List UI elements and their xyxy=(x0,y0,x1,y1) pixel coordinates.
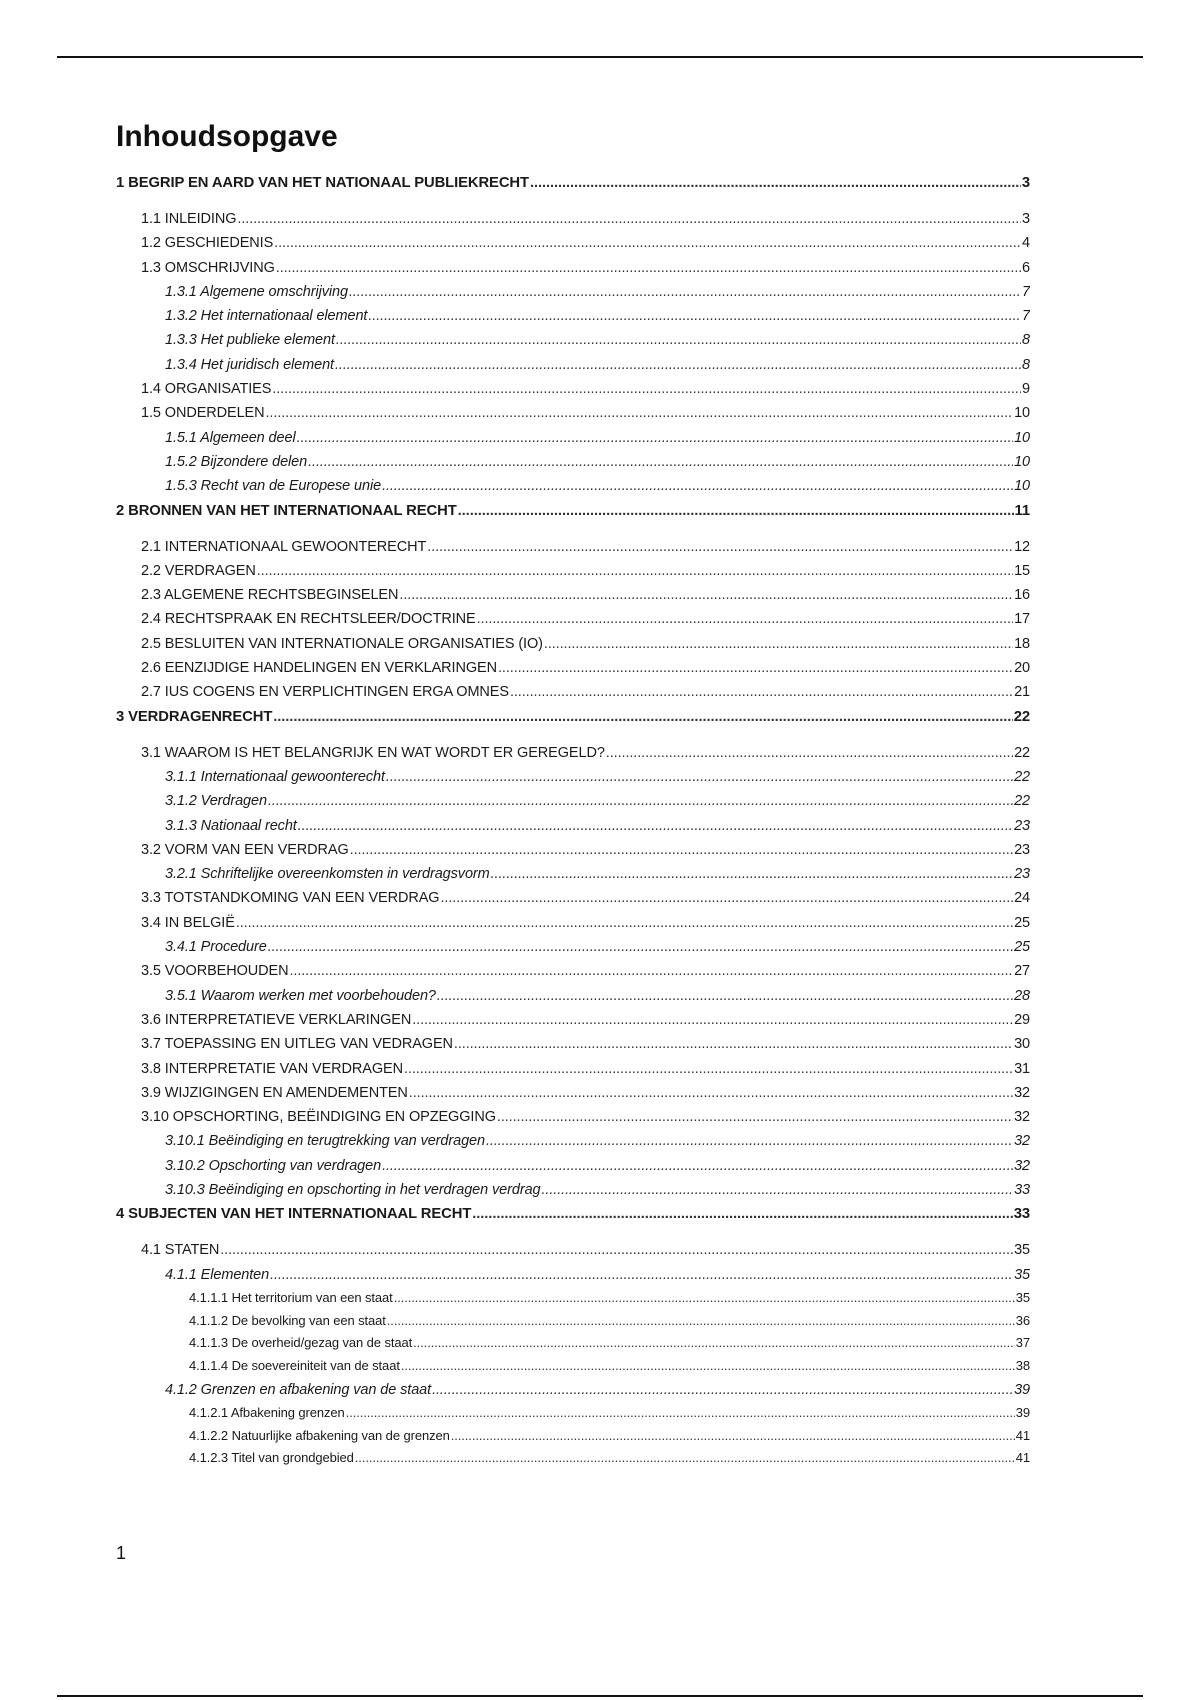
toc-entry-title: 1 BEGRIP EN AARD VAN HET NATIONAAL PUBLIEKRECHT xyxy=(116,175,529,191)
toc-entry[interactable] xyxy=(116,171,1030,207)
toc-entry-title: 4.1.1.3 De overheid/gezag van de staat xyxy=(189,1335,413,1351)
dot-leader xyxy=(401,1355,1015,1377)
dot-leader xyxy=(491,862,1013,886)
toc-entry-title: 3.5.1 Waarom werken met voorbehouden? xyxy=(165,987,436,1004)
toc-entry-page: 28 xyxy=(1014,987,1030,1004)
toc-entry-page: 33 xyxy=(1014,1181,1030,1198)
toc-entry-page: 32 xyxy=(1014,1157,1030,1174)
dot-leader xyxy=(276,256,1021,280)
toc-entry-page: 3 xyxy=(1022,211,1030,227)
toc-entry-title: 4.1.2.3 Titel van grondgebied xyxy=(189,1450,354,1466)
toc-entry-page: 38 xyxy=(1015,1357,1030,1373)
dot-leader xyxy=(272,377,1021,401)
toc-entry-page: 31 xyxy=(1014,1060,1030,1077)
toc-entry-title: 3.2 VORM VAN EEN VERDRAG xyxy=(141,841,349,858)
toc-entry-page: 29 xyxy=(1014,1011,1030,1028)
toc-entry-page: 35 xyxy=(1014,1242,1030,1259)
toc-entry-title: 4.1.1 Elementen xyxy=(165,1266,270,1283)
toc-entry-title: 3.4.1 Procedure xyxy=(165,939,267,956)
toc-entry[interactable] xyxy=(116,680,1030,704)
toc-entry-page: 22 xyxy=(1014,744,1030,761)
dot-leader xyxy=(268,789,1013,813)
toc-entry-page: 33 xyxy=(1013,1206,1030,1223)
toc-entry-page: 23 xyxy=(1014,866,1030,883)
dot-leader xyxy=(394,1287,1015,1309)
header-rule xyxy=(57,56,1143,58)
toc-entry[interactable] xyxy=(116,1402,1030,1425)
toc-entry-page: 20 xyxy=(1014,660,1030,677)
dot-leader xyxy=(382,1154,1013,1178)
toc-entry-page: 23 xyxy=(1014,841,1030,858)
dot-leader xyxy=(382,474,1013,498)
dot-leader xyxy=(274,231,1021,255)
toc-entry-title: 3.9 WIJZIGINGEN EN AMENDEMENTEN xyxy=(141,1084,408,1101)
toc-entry[interactable] xyxy=(116,377,1030,401)
footer-rule xyxy=(57,1695,1143,1697)
toc-entry-title: 3.3 TOTSTANDKOMING VAN EEN VERDRAG xyxy=(141,890,440,907)
dot-leader xyxy=(368,304,1021,328)
toc-entry-title: 1.2 GESCHIEDENIS xyxy=(141,235,274,252)
toc-entry[interactable] xyxy=(116,280,1030,304)
toc-entry-page: 7 xyxy=(1022,308,1030,325)
toc-entry-title: 3 VERDRAGENRECHT xyxy=(116,708,273,725)
toc-entry-title: 4.1.1.1 Het territorium van een staat xyxy=(189,1289,393,1305)
toc-entry[interactable] xyxy=(116,1202,1030,1238)
toc-entry-title: 1.5 ONDERDELEN xyxy=(141,405,265,422)
dot-leader xyxy=(298,814,1013,838)
toc-entry-page: 22 xyxy=(1014,793,1030,810)
dot-leader xyxy=(289,959,1013,983)
toc-entry[interactable] xyxy=(116,862,1030,886)
toc-entry-title: 3.4 IN BELGIË xyxy=(141,914,235,931)
dot-leader xyxy=(270,1263,1013,1287)
toc-entry-title: 3.2.1 Schriftelijke overeenkomsten in verdragsvorm xyxy=(165,866,490,883)
dot-leader xyxy=(350,838,1013,862)
toc-entry[interactable] xyxy=(116,256,1030,280)
toc-entry[interactable] xyxy=(116,814,1030,838)
toc-entry-title: 1.3.3 Het publieke element xyxy=(165,332,335,349)
toc-entry-title: 3.10 OPSCHORTING, BEËINDIGING EN OPZEGGING xyxy=(141,1109,496,1126)
toc-entry-page: 27 xyxy=(1014,963,1030,980)
toc-entry[interactable] xyxy=(116,535,1030,559)
toc-entry[interactable] xyxy=(116,705,1030,741)
dot-leader xyxy=(409,1081,1013,1105)
toc-entry-page: 10 xyxy=(1014,478,1030,495)
toc-entry-page: 3 xyxy=(1021,175,1030,191)
dot-leader xyxy=(236,911,1013,935)
toc-entry[interactable] xyxy=(116,426,1030,450)
toc-entry-page: 4 xyxy=(1022,235,1030,252)
toc-entry-page: 35 xyxy=(1015,1289,1030,1305)
toc-entry[interactable] xyxy=(116,789,1030,813)
toc-entry-page: 8 xyxy=(1022,356,1030,373)
toc-entry[interactable] xyxy=(116,911,1030,935)
toc-entry-title: 3.10.1 Beëindiging en terugtrekking van verdragen xyxy=(165,1133,485,1150)
toc-entry-title: 4.1.1.2 De bevolking van een staat xyxy=(189,1312,386,1328)
toc-entry-page: 24 xyxy=(1014,890,1030,907)
toc-entry-page: 32 xyxy=(1014,1109,1030,1126)
toc-entry-title: 2.3 ALGEMENE RECHTSBEGINSELEN xyxy=(141,587,399,604)
toc-entry[interactable] xyxy=(116,1263,1030,1287)
dot-leader xyxy=(297,426,1013,450)
page-number: 1 xyxy=(116,1543,127,1563)
dot-leader xyxy=(387,1310,1015,1332)
toc-entry-page: 23 xyxy=(1014,817,1030,834)
page-title: Inhoudsopgave xyxy=(116,120,338,153)
toc-entry-page: 36 xyxy=(1015,1312,1030,1328)
toc-entry-title: 3.1.1 Internationaal gewoonterecht xyxy=(165,768,385,785)
toc-entry-title: 3.1 WAAROM IS HET BELANGRIJK EN WAT WORDT ER GEREGELD? xyxy=(141,744,605,761)
toc-entry[interactable] xyxy=(116,1032,1030,1056)
toc-entry-title: 1.5.3 Recht van de Europese unie xyxy=(165,478,382,495)
toc-entry[interactable] xyxy=(116,1447,1030,1470)
dot-leader xyxy=(336,328,1021,352)
toc-entry-title: 1.3.2 Het internationaal element xyxy=(165,308,368,325)
toc-entry-title: 4.1.1.4 De soevereiniteit van de staat xyxy=(189,1357,400,1373)
toc-entry-page: 10 xyxy=(1014,405,1030,422)
table-of-contents xyxy=(116,171,1030,1470)
toc-entry[interactable] xyxy=(116,741,1030,765)
toc-entry-title: 3.8 INTERPRETATIE VAN VERDRAGEN xyxy=(141,1060,403,1077)
dot-leader xyxy=(427,535,1013,559)
toc-entry[interactable] xyxy=(116,450,1030,474)
dot-leader xyxy=(458,499,1014,523)
toc-entry-title: 3.10.2 Opschorting van verdragen xyxy=(165,1157,382,1174)
toc-entry-page: 16 xyxy=(1014,587,1030,604)
dot-leader xyxy=(399,583,1013,607)
toc-entry-title: 1.4 ORGANISATIES xyxy=(141,381,272,398)
dot-leader xyxy=(346,1402,1015,1424)
dot-leader xyxy=(432,1378,1013,1402)
toc-entry-title: 1.3.4 Het juridisch element xyxy=(165,356,334,373)
toc-entry[interactable] xyxy=(116,1008,1030,1032)
dot-leader xyxy=(497,1105,1013,1129)
dot-leader xyxy=(451,1425,1015,1447)
dot-leader xyxy=(486,1129,1013,1153)
toc-entry[interactable] xyxy=(116,1057,1030,1081)
toc-entry-page: 25 xyxy=(1014,939,1030,956)
toc-entry-page: 41 xyxy=(1015,1450,1030,1466)
toc-entry[interactable] xyxy=(116,1178,1030,1202)
toc-entry-title: 1.3 OMSCHRIJVING xyxy=(141,259,275,276)
dot-leader xyxy=(412,1008,1013,1032)
toc-entry[interactable] xyxy=(116,632,1030,656)
dot-leader xyxy=(335,353,1021,377)
toc-entry-title: 2.4 RECHTSPRAAK EN RECHTSLEER/DOCTRINE xyxy=(141,611,476,628)
toc-entry-title: 2.1 INTERNATIONAAL GEWOONTERECHT xyxy=(141,538,427,555)
toc-entry-title: 1.3.1 Algemene omschrijving xyxy=(165,283,348,300)
toc-entry[interactable] xyxy=(116,984,1030,1008)
toc-entry-page: 12 xyxy=(1014,538,1030,555)
toc-entry-title: 1.1 INLEIDING xyxy=(141,211,237,227)
dot-leader xyxy=(510,680,1013,704)
dot-leader xyxy=(413,1332,1015,1354)
toc-entry-page: 22 xyxy=(1014,768,1030,785)
toc-entry-title: 4.1.2.1 Afbakening grenzen xyxy=(189,1404,345,1420)
toc-entry-title: 2.7 IUS COGENS EN VERPLICHTINGEN ERGA OMNES xyxy=(141,684,509,701)
dot-leader xyxy=(355,1447,1015,1469)
toc-entry[interactable] xyxy=(116,1129,1030,1153)
toc-entry-page: 41 xyxy=(1015,1427,1030,1443)
toc-entry[interactable] xyxy=(116,559,1030,583)
toc-entry[interactable] xyxy=(116,1425,1030,1448)
dot-leader xyxy=(472,1202,1012,1226)
dot-leader xyxy=(386,765,1013,789)
toc-entry-page: 7 xyxy=(1022,283,1030,300)
toc-entry-title: 4.1 STATEN xyxy=(141,1242,220,1259)
dot-leader xyxy=(437,984,1013,1008)
toc-entry-page: 39 xyxy=(1015,1404,1030,1420)
toc-entry[interactable] xyxy=(116,474,1030,498)
toc-entry-page: 8 xyxy=(1022,332,1030,349)
dot-leader xyxy=(220,1238,1013,1262)
toc-entry-page: 17 xyxy=(1014,611,1030,628)
toc-entry-title: 2.5 BESLUITEN VAN INTERNATIONALE ORGANISATIES (IO) xyxy=(141,635,543,652)
toc-entry-title: 2 BRONNEN VAN HET INTERNATIONAAL RECHT xyxy=(116,502,457,519)
toc-entry[interactable] xyxy=(116,765,1030,789)
toc-entry[interactable] xyxy=(116,1310,1030,1333)
toc-entry-title: 3.10.3 Beëindiging en opschorting in het verdragen verdrag xyxy=(165,1181,541,1198)
toc-entry-page: 25 xyxy=(1014,914,1030,931)
toc-entry[interactable] xyxy=(116,935,1030,959)
dot-leader xyxy=(454,1032,1013,1056)
toc-entry-title: 2.2 VERDRAGEN xyxy=(141,562,256,579)
toc-entry[interactable] xyxy=(116,886,1030,910)
dot-leader xyxy=(477,607,1013,631)
dot-leader xyxy=(544,632,1013,656)
toc-entry[interactable] xyxy=(116,401,1030,425)
toc-entry-page: 18 xyxy=(1014,635,1030,652)
toc-entry[interactable] xyxy=(116,838,1030,862)
toc-entry-page: 30 xyxy=(1014,1036,1030,1053)
toc-entry-title: 2.6 EENZIJDIGE HANDELINGEN EN VERKLARINGEN xyxy=(141,660,497,677)
dot-leader xyxy=(606,741,1013,765)
dot-leader xyxy=(257,559,1013,583)
toc-entry-page: 21 xyxy=(1014,684,1030,701)
toc-entry[interactable] xyxy=(116,959,1030,983)
toc-entry[interactable] xyxy=(116,1081,1030,1105)
toc-entry[interactable] xyxy=(116,231,1030,255)
toc-entry-title: 1.5.1 Algemeen deel xyxy=(165,429,296,446)
toc-entry[interactable] xyxy=(116,656,1030,680)
toc-entry[interactable] xyxy=(116,607,1030,631)
toc-entry[interactable] xyxy=(116,304,1030,328)
toc-entry-title: 3.6 INTERPRETATIEVE VERKLARINGEN xyxy=(141,1011,412,1028)
toc-entry-title: 4.1.2.2 Natuurlijke afbakening van de grenzen xyxy=(189,1427,450,1443)
toc-entry[interactable] xyxy=(116,1287,1030,1310)
toc-entry-page: 35 xyxy=(1014,1266,1030,1283)
toc-entry-page: 32 xyxy=(1014,1133,1030,1150)
dot-leader xyxy=(273,705,1012,729)
toc-entry-page: 32 xyxy=(1014,1084,1030,1101)
toc-entry[interactable] xyxy=(116,328,1030,352)
toc-entry-title: 3.5 VOORBEHOUDEN xyxy=(141,963,289,980)
toc-entry-page: 37 xyxy=(1015,1335,1030,1351)
toc-entry-page: 11 xyxy=(1014,502,1030,519)
dot-leader xyxy=(237,207,1021,231)
toc-entry-title: 1.5.2 Bijzondere delen xyxy=(165,453,308,470)
toc-entry[interactable] xyxy=(116,1378,1030,1402)
toc-entry-title: 3.1.2 Verdragen xyxy=(165,793,267,810)
dot-leader xyxy=(404,1057,1013,1081)
toc-entry-title: 4 SUBJECTEN VAN HET INTERNATIONAAL RECHT xyxy=(116,1206,472,1223)
toc-entry[interactable] xyxy=(116,499,1030,535)
toc-entry-page: 10 xyxy=(1014,453,1030,470)
toc-entry-page: 15 xyxy=(1014,562,1030,579)
toc-entry[interactable] xyxy=(116,1238,1030,1262)
dot-leader xyxy=(268,935,1013,959)
toc-entry[interactable] xyxy=(116,583,1030,607)
toc-entry-page: 39 xyxy=(1014,1381,1030,1398)
toc-entry-page: 9 xyxy=(1022,381,1030,398)
dot-leader xyxy=(530,171,1021,195)
dot-leader xyxy=(498,656,1013,680)
dot-leader xyxy=(542,1178,1014,1202)
toc-entry[interactable] xyxy=(116,1355,1030,1378)
toc-entry[interactable] xyxy=(116,353,1030,377)
dot-leader xyxy=(349,280,1021,304)
toc-entry-title: 4.1.2 Grenzen en afbakening van de staat xyxy=(165,1381,432,1398)
toc-entry-title: 3.1.3 Nationaal recht xyxy=(165,817,297,834)
dot-leader xyxy=(440,886,1013,910)
toc-entry-page: 6 xyxy=(1022,259,1030,276)
dot-leader xyxy=(308,450,1013,474)
dot-leader xyxy=(266,401,1014,425)
toc-entry[interactable] xyxy=(116,1332,1030,1355)
toc-entry-page: 22 xyxy=(1013,708,1030,725)
toc-entry[interactable] xyxy=(116,207,1030,231)
toc-entry-page: 10 xyxy=(1014,429,1030,446)
toc-entry[interactable] xyxy=(116,1105,1030,1129)
toc-entry-title: 3.7 TOEPASSING EN UITLEG VAN VEDRAGEN xyxy=(141,1036,453,1053)
toc-entry[interactable] xyxy=(116,1154,1030,1178)
